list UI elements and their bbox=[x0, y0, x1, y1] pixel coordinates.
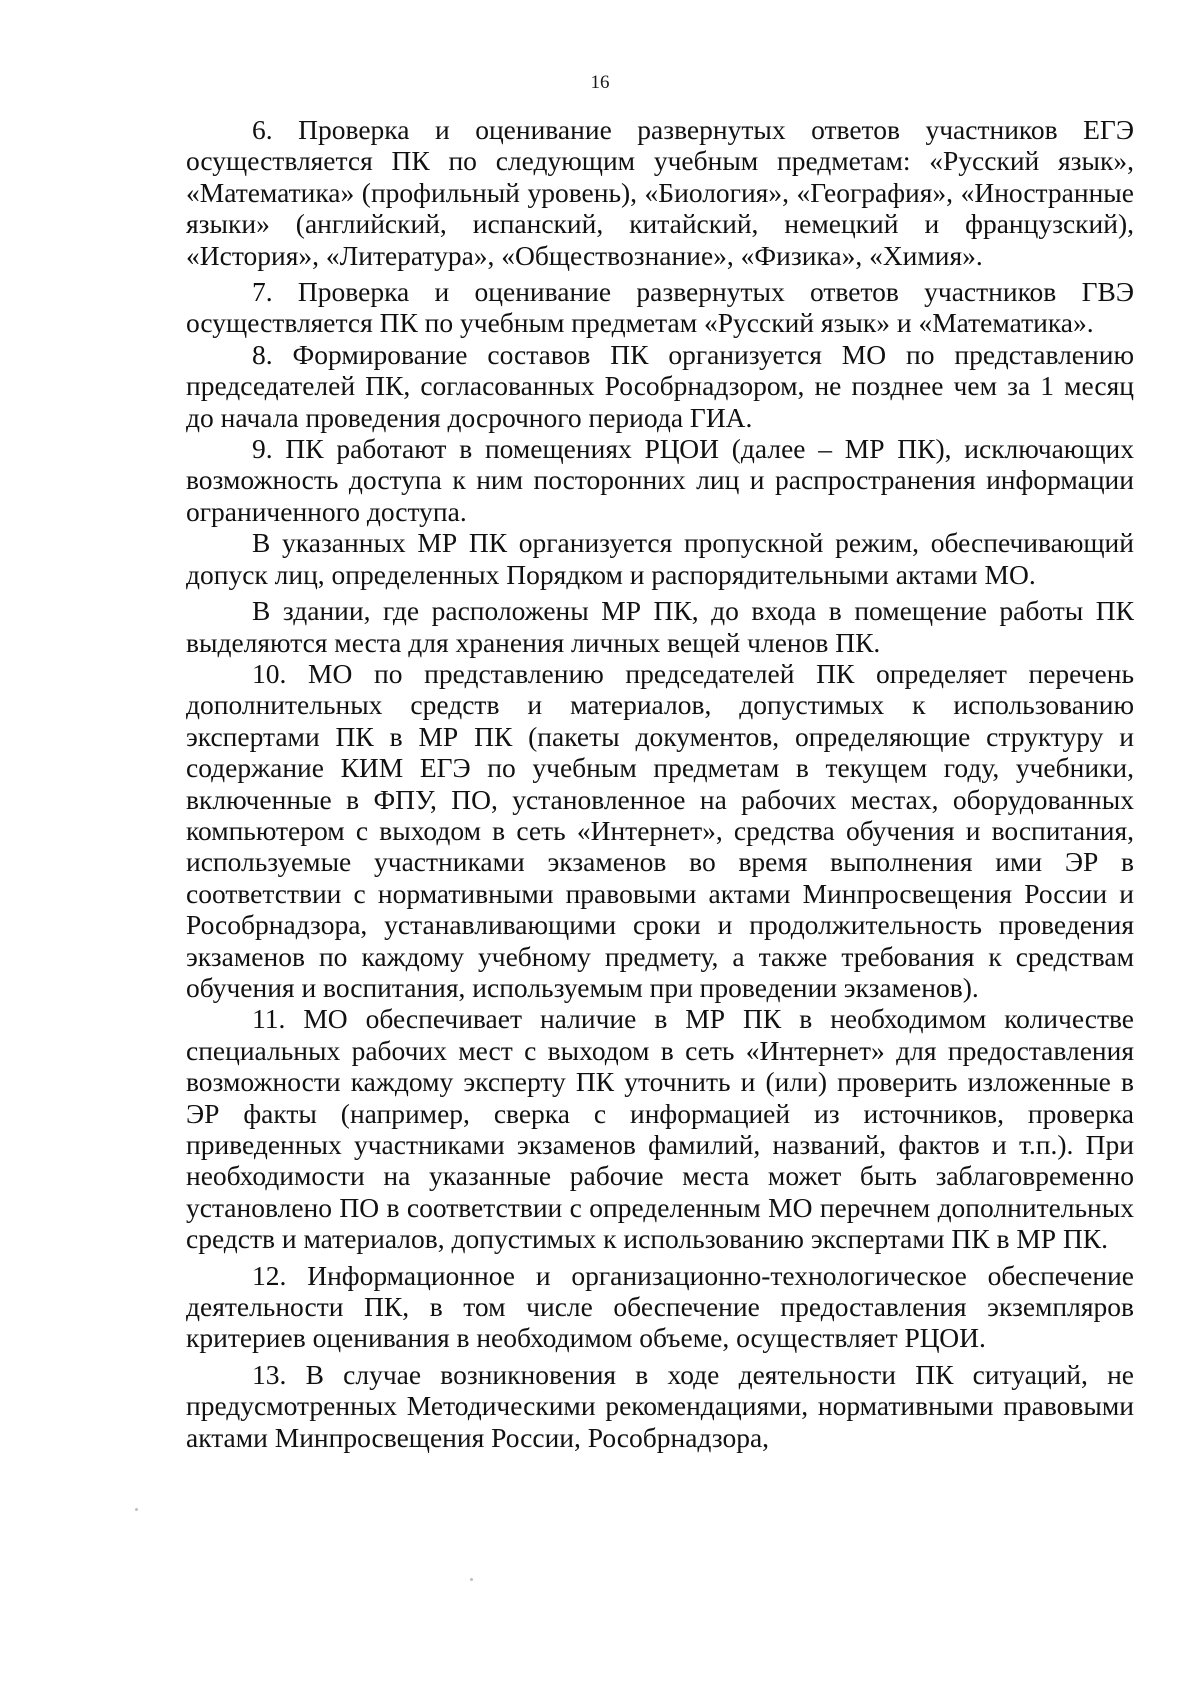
document-body bbox=[186, 114, 1134, 1453]
paragraph-item-8: 8. Формирование составов ПК организуется МО по представлению председателей ПК, согласованных Рособрнадзором, не позднее чем за 1 месяц до начала проведения досрочного периода ГИА. bbox=[186, 338, 1134, 433]
paragraph-item-7: 7. Проверка и оценивание развернутых ответов участников ГВЭ осуществляется ПК по учебным предметам «Русский язык» и «Математика». bbox=[186, 276, 1134, 339]
paragraph-item-12: 12. Информационное и организационно-технологическое обеспечение деятельности ПК, в том числе обеспечение предоставления экземпляров критериев оценивания в необходимом объеме, осуществляет РЦОИ. bbox=[186, 1259, 1134, 1354]
paragraph-access-regime: В указанных МР ПК организуется пропускной режим, обеспечивающий допуск лиц, определенных Порядком и распорядительными актами МО. bbox=[186, 527, 1134, 590]
paragraph-item-9: 9. ПК работают в помещениях РЦОИ (далее – МР ПК), исключающих возможность доступа к ним посторонних лиц и распространения информации ограниченного доступа. bbox=[186, 433, 1134, 527]
scan-speck bbox=[470, 1578, 473, 1581]
paragraph-item-6: 6. Проверка и оценивание развернутых ответов участников ЕГЭ осуществляется ПК по следующим учебным предметам: «Русский язык», «Математика» (профильный уровень), «Биология», «География», «Иностранные языки» (английский, испанский, китайский, немецкий и французский), «История», «Литература», «Обществознание», «Физика», «Химия». bbox=[186, 114, 1134, 271]
page-number: 16 bbox=[590, 72, 610, 93]
paragraph-personal-belongings: В здании, где расположены МР ПК, до входа в помещение работы ПК выделяются места для хранения личных вещей членов ПК. bbox=[186, 595, 1134, 658]
paragraph-item-13: 13. В случае возникновения в ходе деятельности ПК ситуаций, не предусмотренных Методическими рекомендациями, нормативными правовыми актами Минпросвещения России, Рособрнадзора, bbox=[186, 1358, 1134, 1453]
scan-speck bbox=[135, 1508, 138, 1511]
paragraph-item-11: 11. МО обеспечивает наличие в МР ПК в необходимом количестве специальных рабочих мест с выходом в сеть «Интернет» для предоставления возможности каждому эксперту ПК уточнить и (или) проверить изложенные в ЭР факты (например, сверка с информацией из источников, проверка приведенных участниками экзаменов фамилий, названий, фактов и т.п.). При необходимости на указанные рабочие места может быть заблаговременно установлено ПО в соответствии с определенным МО перечнем дополнительных средств и материалов, допустимых к использованию экспертами ПК в МР ПК. bbox=[186, 1003, 1134, 1255]
paragraph-item-10: 10. МО по представлению председателей ПК определяет перечень дополнительных средств и материалов, допустимых к использованию экспертами ПК в МР ПК (пакеты документов, определяющие структуру и содержание КИМ ЕГЭ по учебным предметам в текущем году, учебники, включенные в ФПУ, ПО, установленное на рабочих местах, оборудованных компьютером с выходом в сеть «Интернет», средства обучения и воспитания, используемые участниками экзаменов во время выполнения ими ЭР в соответствии с нормативными правовыми актами Минпросвещения России и Рособрнадзора, устанавливающими сроки и продолжительность проведения экзаменов по каждому учебному предмету, а также требования к средствам обучения и воспитания, используемым при проведении экзаменов). bbox=[186, 657, 1134, 1003]
